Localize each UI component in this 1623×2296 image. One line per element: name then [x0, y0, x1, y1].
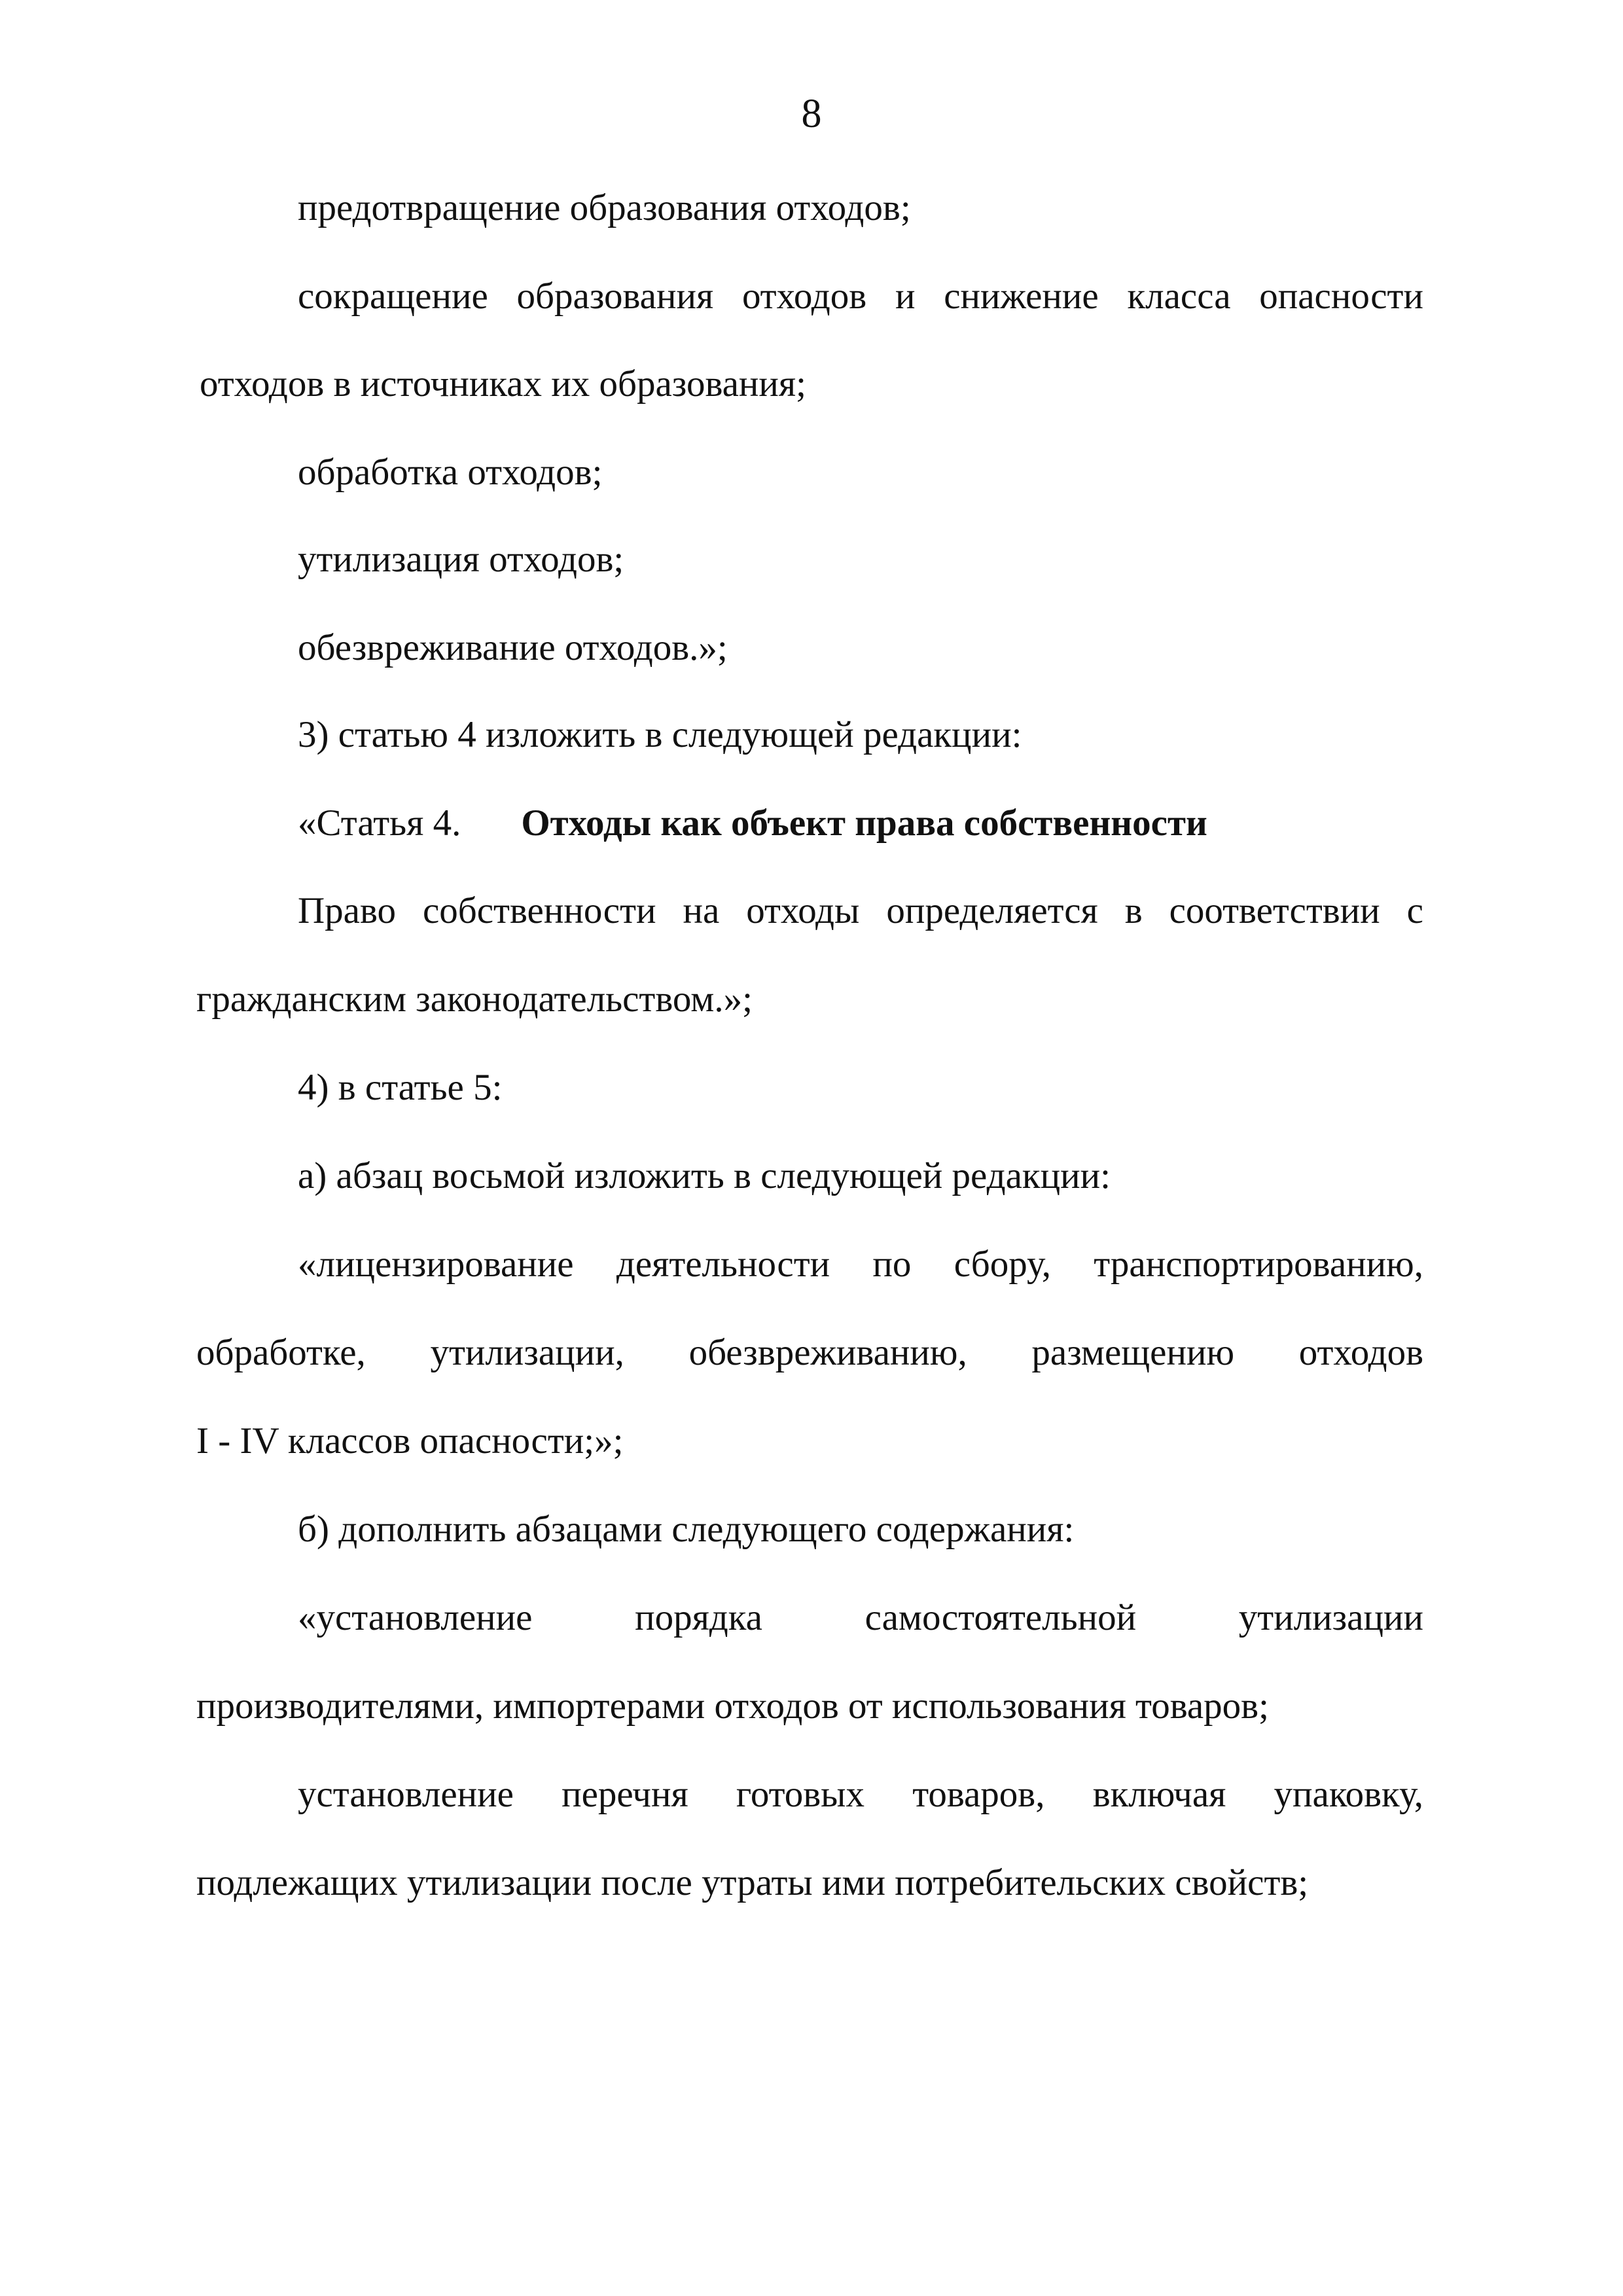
paragraph-self-utilization-cont: производителями, импортерами отходов от использования товаров;: [196, 1685, 1269, 1727]
paragraph-licensing-cont: [196, 1330, 1423, 1376]
word: в: [1124, 890, 1143, 931]
paragraph-waste-prevention: предотвращение образования отходов;: [298, 187, 911, 228]
article-label: «Статья 4.: [298, 802, 461, 844]
word: класса: [1127, 276, 1231, 317]
word: включая: [1092, 1774, 1226, 1815]
word: «лицензирование: [298, 1244, 574, 1285]
word: размещению: [1031, 1332, 1235, 1373]
word: перечня: [562, 1774, 688, 1815]
paragraph-item-3: 3) статью 4 изложить в следующей редакции:: [298, 714, 1022, 755]
word: утилизации: [1238, 1597, 1423, 1638]
word: установление: [298, 1774, 514, 1815]
paragraph-waste-processing: обработка отходов;: [298, 452, 603, 493]
paragraph-goods-list-cont: подлежащих утилизации после утраты ими потребительских свойств;: [196, 1862, 1309, 1903]
word: деятельности: [616, 1244, 830, 1285]
article-title: Отходы как объект права собственности: [521, 802, 1207, 844]
word: Право: [298, 890, 396, 931]
word: обработке,: [196, 1332, 366, 1373]
word: сбору,: [954, 1244, 1052, 1285]
paragraph-waste-neutralization: обезвреживание отходов.»;: [298, 627, 728, 668]
word: сокращение: [298, 276, 488, 317]
paragraph-self-utilization: [298, 1595, 1423, 1641]
word: с: [1406, 890, 1423, 931]
paragraph-ownership: [298, 888, 1423, 934]
word: обезвреживанию,: [688, 1332, 967, 1373]
word: самостоятельной: [865, 1597, 1137, 1638]
word: и: [895, 276, 916, 317]
paragraph-waste-reduction-cont: отходов в источниках их образования;: [200, 363, 806, 404]
word: собственности: [422, 890, 656, 931]
word: порядка: [635, 1597, 762, 1638]
word: образования: [516, 276, 714, 317]
word: упаковку,: [1274, 1774, 1423, 1815]
word: опасности: [1259, 276, 1423, 317]
word: отходов: [1298, 1332, 1423, 1373]
word: «установление: [298, 1597, 533, 1638]
word: на: [683, 890, 720, 931]
paragraph-waste-utilization: утилизация отходов;: [298, 539, 624, 580]
article-heading: [298, 800, 1207, 846]
paragraph-goods-list: [298, 1772, 1423, 1818]
paragraph-waste-reduction: [298, 274, 1423, 319]
word: соответствии: [1169, 890, 1380, 931]
page-number: 8: [801, 92, 822, 136]
paragraph-item-4b: б) дополнить абзацами следующего содержания:: [298, 1509, 1075, 1550]
word: транспортированию,: [1094, 1244, 1423, 1285]
word: определяется: [886, 890, 1098, 931]
word: снижение: [944, 276, 1099, 317]
paragraph-licensing-end: I - IV классов опасности;»;: [196, 1420, 624, 1462]
word: товаров,: [912, 1774, 1045, 1815]
paragraph-ownership-cont: гражданским законодательством.»;: [196, 978, 753, 1020]
word: по: [872, 1244, 912, 1285]
paragraph-item-4: 4) в статье 5:: [298, 1067, 503, 1108]
paragraph-licensing: [298, 1242, 1423, 1287]
paragraph-item-4a: а) абзац восьмой изложить в следующей редакции:: [298, 1155, 1111, 1196]
word: отходы: [746, 890, 860, 931]
word: отходов: [741, 276, 867, 317]
word: готовых: [736, 1774, 865, 1815]
word: утилизации,: [430, 1332, 624, 1373]
